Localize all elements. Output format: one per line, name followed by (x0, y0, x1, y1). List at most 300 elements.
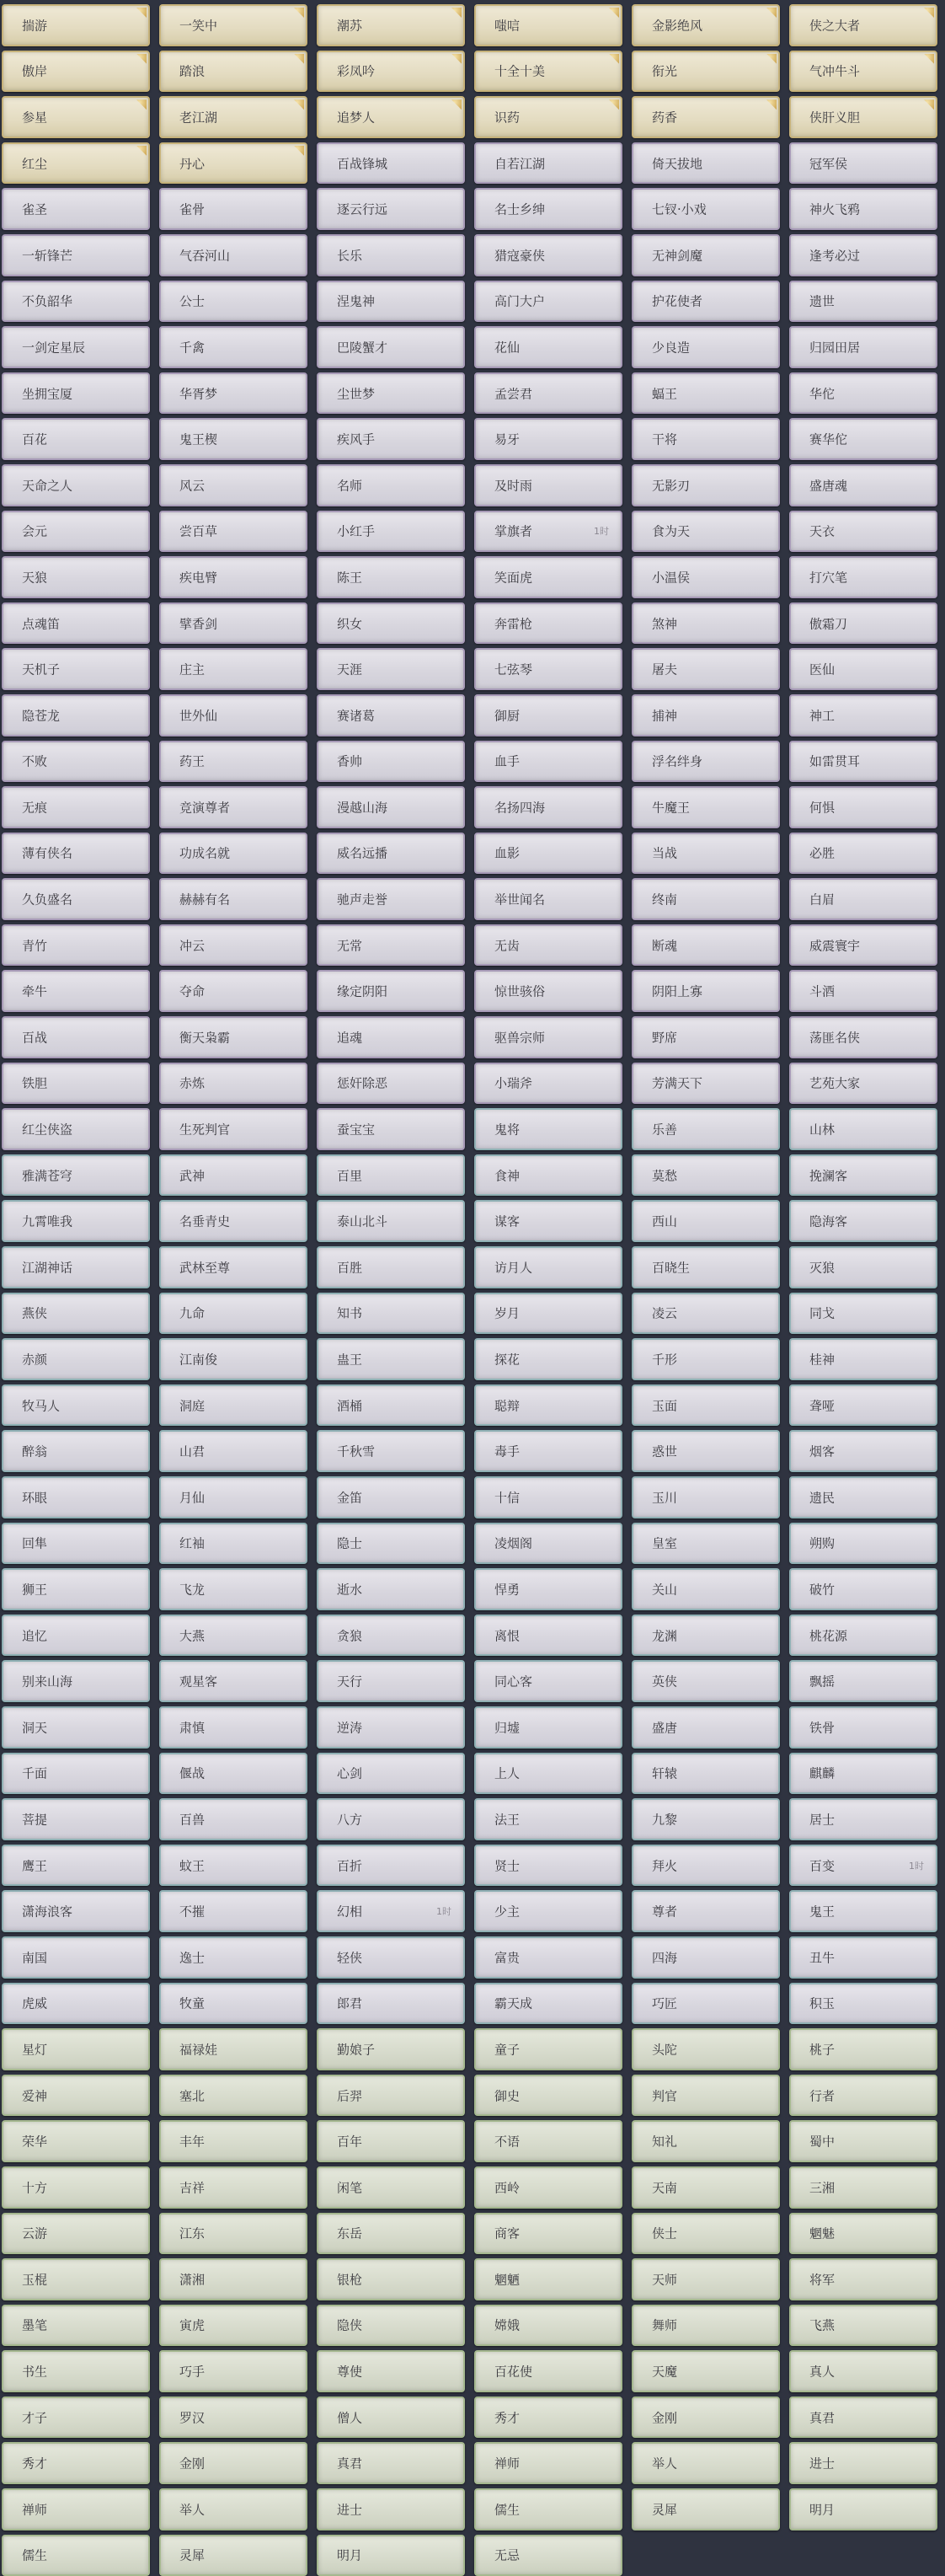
title-tile[interactable] (159, 1523, 307, 1565)
title-tile[interactable] (317, 2120, 465, 2162)
title-tile[interactable] (159, 1430, 307, 1472)
title-tile[interactable] (2, 142, 150, 185)
title-tile[interactable] (159, 326, 307, 368)
title-tile[interactable] (789, 1845, 937, 1887)
title-tile[interactable] (159, 142, 307, 185)
title-tile[interactable] (159, 1108, 307, 1150)
title-tile[interactable] (474, 511, 622, 553)
title-tile[interactable] (474, 2166, 622, 2209)
title-tile[interactable] (2, 1063, 150, 1105)
title-tile[interactable] (2, 1246, 150, 1288)
title-tile[interactable] (159, 281, 307, 323)
title-tile[interactable] (632, 464, 780, 506)
title-tile[interactable] (159, 2442, 307, 2484)
title-tile[interactable] (474, 2305, 622, 2347)
title-tile[interactable] (159, 1615, 307, 1657)
title-tile[interactable] (474, 1936, 622, 1979)
title-tile[interactable] (159, 1476, 307, 1518)
title-tile[interactable] (159, 1016, 307, 1058)
title-tile[interactable] (474, 1016, 622, 1058)
title-tile[interactable] (159, 694, 307, 736)
title-tile[interactable] (317, 464, 465, 506)
title-tile[interactable] (632, 188, 780, 230)
title-tile[interactable] (474, 1615, 622, 1657)
title-tile[interactable] (2, 1338, 150, 1380)
title-tile[interactable] (474, 694, 622, 736)
title-tile[interactable] (317, 2028, 465, 2070)
title-tile[interactable] (632, 326, 780, 368)
title-tile[interactable] (632, 142, 780, 185)
title-tile[interactable] (317, 142, 465, 185)
title-tile[interactable] (789, 2213, 937, 2255)
title-tile[interactable] (2, 1523, 150, 1565)
title-tile[interactable] (2, 1430, 150, 1472)
title-tile[interactable] (159, 1293, 307, 1335)
title-tile[interactable] (159, 188, 307, 230)
title-tile[interactable] (632, 741, 780, 783)
title-tile[interactable] (789, 4, 937, 46)
title-tile[interactable] (632, 1983, 780, 2025)
title-tile[interactable] (789, 2075, 937, 2117)
title-tile[interactable] (2, 1890, 150, 1932)
title-tile[interactable] (159, 833, 307, 875)
title-tile[interactable] (159, 1568, 307, 1610)
title-tile[interactable] (159, 372, 307, 415)
title-tile[interactable] (789, 511, 937, 553)
title-tile[interactable] (474, 4, 622, 46)
title-tile[interactable] (789, 556, 937, 598)
title-tile[interactable] (317, 924, 465, 967)
title-tile[interactable] (317, 1615, 465, 1657)
title-tile[interactable] (317, 556, 465, 598)
title-tile[interactable] (632, 648, 780, 690)
title-tile[interactable] (2, 4, 150, 46)
title-tile[interactable] (474, 602, 622, 645)
title-tile[interactable] (632, 2350, 780, 2392)
title-tile[interactable] (632, 970, 780, 1012)
title-tile[interactable] (2, 741, 150, 783)
title-tile[interactable] (317, 786, 465, 828)
title-tile[interactable] (2, 511, 150, 553)
title-tile[interactable] (789, 1660, 937, 1702)
title-tile[interactable] (789, 1384, 937, 1427)
title-tile[interactable] (789, 786, 937, 828)
title-tile[interactable] (159, 2488, 307, 2530)
title-tile[interactable] (789, 741, 937, 783)
title-tile[interactable] (474, 2028, 622, 2070)
title-tile[interactable] (317, 1293, 465, 1335)
title-tile[interactable] (2, 188, 150, 230)
title-tile[interactable] (789, 1753, 937, 1795)
title-tile[interactable] (789, 924, 937, 967)
title-tile[interactable] (2, 1983, 150, 2025)
title-tile[interactable] (159, 1890, 307, 1932)
title-tile[interactable] (2, 2535, 150, 2576)
title-tile[interactable] (632, 1154, 780, 1197)
title-tile[interactable] (474, 464, 622, 506)
title-tile[interactable] (159, 1246, 307, 1288)
title-tile[interactable] (317, 878, 465, 920)
title-tile[interactable] (2, 1845, 150, 1887)
title-tile[interactable] (2, 878, 150, 920)
title-tile[interactable] (474, 878, 622, 920)
title-tile[interactable] (789, 1338, 937, 1380)
title-tile[interactable] (789, 142, 937, 185)
title-tile[interactable] (317, 4, 465, 46)
title-tile[interactable] (2, 2075, 150, 2117)
title-tile[interactable] (2, 1200, 150, 1242)
title-tile[interactable] (474, 281, 622, 323)
title-tile[interactable] (789, 833, 937, 875)
title-tile[interactable] (159, 1063, 307, 1105)
title-tile[interactable] (159, 418, 307, 460)
title-tile[interactable] (317, 2075, 465, 2117)
title-tile[interactable] (317, 1154, 465, 1197)
title-tile[interactable] (789, 1108, 937, 1150)
title-tile[interactable] (474, 1293, 622, 1335)
title-tile[interactable] (632, 556, 780, 598)
title-tile[interactable] (317, 1338, 465, 1380)
title-tile[interactable] (632, 1246, 780, 1288)
title-tile[interactable] (474, 1753, 622, 1795)
title-tile[interactable] (632, 1845, 780, 1887)
title-tile[interactable] (2, 786, 150, 828)
title-tile[interactable] (2, 1154, 150, 1197)
title-tile[interactable] (317, 2258, 465, 2300)
title-tile[interactable] (789, 1476, 937, 1518)
title-tile[interactable] (2, 556, 150, 598)
title-tile[interactable] (317, 694, 465, 736)
title-tile[interactable] (789, 1523, 937, 1565)
title-tile[interactable] (159, 741, 307, 783)
title-tile[interactable] (2, 2028, 150, 2070)
title-tile[interactable] (632, 2442, 780, 2484)
title-tile[interactable] (474, 326, 622, 368)
title-tile[interactable] (474, 2397, 622, 2439)
title-tile[interactable] (159, 4, 307, 46)
title-tile[interactable] (2, 2258, 150, 2300)
title-tile[interactable] (317, 1753, 465, 1795)
title-tile[interactable] (159, 234, 307, 276)
title-tile[interactable] (789, 1016, 937, 1058)
title-tile[interactable] (317, 372, 465, 415)
title-tile[interactable] (789, 2397, 937, 2439)
title-tile[interactable] (474, 1063, 622, 1105)
title-tile[interactable] (2, 2166, 150, 2209)
title-tile[interactable] (789, 1063, 937, 1105)
title-tile[interactable] (474, 2535, 622, 2576)
title-tile[interactable] (317, 96, 465, 138)
title-tile[interactable] (474, 2075, 622, 2117)
title-tile[interactable] (474, 1523, 622, 1565)
title-tile[interactable] (2, 1660, 150, 1702)
title-tile[interactable] (317, 1983, 465, 2025)
title-tile[interactable] (789, 1293, 937, 1335)
title-tile[interactable] (474, 648, 622, 690)
title-tile[interactable] (474, 924, 622, 967)
title-tile[interactable] (317, 1016, 465, 1058)
title-tile[interactable] (2, 1016, 150, 1058)
title-tile[interactable] (2, 1798, 150, 1840)
title-tile[interactable] (2, 1108, 150, 1150)
title-tile[interactable] (474, 51, 622, 93)
title-tile[interactable] (632, 1476, 780, 1518)
title-tile[interactable] (632, 2397, 780, 2439)
title-tile[interactable] (317, 1845, 465, 1887)
title-tile[interactable] (632, 2166, 780, 2209)
title-tile[interactable] (2, 833, 150, 875)
title-tile[interactable] (159, 2397, 307, 2439)
title-tile[interactable] (2, 648, 150, 690)
title-tile[interactable] (789, 418, 937, 460)
title-tile[interactable] (789, 2166, 937, 2209)
title-tile[interactable] (789, 2350, 937, 2392)
title-tile[interactable] (632, 234, 780, 276)
title-tile[interactable] (632, 418, 780, 460)
title-tile[interactable] (2, 1384, 150, 1427)
title-tile[interactable] (632, 281, 780, 323)
title-tile[interactable] (632, 1384, 780, 1427)
title-tile[interactable] (159, 648, 307, 690)
title-tile[interactable] (632, 2120, 780, 2162)
title-tile[interactable] (159, 1660, 307, 1702)
title-tile[interactable] (789, 2305, 937, 2347)
title-tile[interactable] (317, 648, 465, 690)
title-tile[interactable] (317, 1568, 465, 1610)
title-tile[interactable] (159, 1338, 307, 1380)
title-tile[interactable] (159, 1753, 307, 1795)
title-tile[interactable] (159, 878, 307, 920)
title-tile[interactable] (632, 1338, 780, 1380)
title-tile[interactable] (2, 2442, 150, 2484)
title-tile[interactable] (789, 1615, 937, 1657)
title-tile[interactable] (474, 372, 622, 415)
title-tile[interactable] (632, 2213, 780, 2255)
title-tile[interactable] (474, 1338, 622, 1380)
title-tile[interactable] (789, 2258, 937, 2300)
title-tile[interactable] (632, 1016, 780, 1058)
title-tile[interactable] (317, 1384, 465, 1427)
title-tile[interactable] (789, 602, 937, 645)
title-tile[interactable] (317, 51, 465, 93)
title-tile[interactable] (632, 602, 780, 645)
title-tile[interactable] (159, 1200, 307, 1242)
title-tile[interactable] (317, 833, 465, 875)
title-tile[interactable] (159, 96, 307, 138)
title-tile[interactable] (2, 234, 150, 276)
title-tile[interactable] (789, 1568, 937, 1610)
title-tile[interactable] (474, 2258, 622, 2300)
title-tile[interactable] (789, 281, 937, 323)
title-tile[interactable] (474, 234, 622, 276)
title-tile[interactable] (2, 1476, 150, 1518)
title-tile[interactable] (159, 556, 307, 598)
title-tile[interactable] (317, 2488, 465, 2530)
title-tile[interactable] (632, 1936, 780, 1979)
title-tile[interactable] (632, 51, 780, 93)
title-tile[interactable] (632, 1523, 780, 1565)
title-tile[interactable] (2, 2213, 150, 2255)
title-tile[interactable] (632, 1798, 780, 1840)
title-tile[interactable] (632, 924, 780, 967)
title-tile[interactable] (474, 142, 622, 185)
title-tile[interactable] (159, 2258, 307, 2300)
title-tile[interactable] (789, 464, 937, 506)
title-tile[interactable] (474, 1384, 622, 1427)
title-tile[interactable] (632, 1890, 780, 1932)
title-tile[interactable] (632, 694, 780, 736)
title-tile[interactable] (159, 464, 307, 506)
title-tile[interactable] (2, 464, 150, 506)
title-tile[interactable] (317, 234, 465, 276)
title-tile[interactable] (632, 372, 780, 415)
title-tile[interactable] (474, 2350, 622, 2392)
title-tile[interactable] (632, 511, 780, 553)
title-tile[interactable] (632, 2258, 780, 2300)
title-tile[interactable] (789, 2120, 937, 2162)
title-tile[interactable] (2, 281, 150, 323)
title-tile[interactable] (159, 51, 307, 93)
title-tile[interactable] (474, 833, 622, 875)
title-tile[interactable] (789, 1983, 937, 2025)
title-tile[interactable] (2, 2397, 150, 2439)
title-tile[interactable] (317, 326, 465, 368)
title-tile[interactable] (789, 1798, 937, 1840)
title-tile[interactable] (474, 1845, 622, 1887)
title-tile[interactable] (789, 1200, 937, 1242)
title-tile[interactable] (317, 1063, 465, 1105)
title-tile[interactable] (632, 1615, 780, 1657)
title-tile[interactable] (632, 1568, 780, 1610)
title-tile[interactable] (2, 372, 150, 415)
title-tile[interactable] (474, 1476, 622, 1518)
title-tile[interactable] (159, 2120, 307, 2162)
title-tile[interactable] (2, 326, 150, 368)
title-tile[interactable] (159, 511, 307, 553)
title-tile[interactable] (474, 786, 622, 828)
title-tile[interactable] (789, 648, 937, 690)
title-tile[interactable] (789, 188, 937, 230)
title-tile[interactable] (474, 2488, 622, 2530)
title-tile[interactable] (159, 1983, 307, 2025)
title-tile[interactable] (159, 2213, 307, 2255)
title-tile[interactable] (159, 2305, 307, 2347)
title-tile[interactable] (789, 694, 937, 736)
title-tile[interactable] (632, 833, 780, 875)
title-tile[interactable] (317, 741, 465, 783)
title-tile[interactable] (317, 970, 465, 1012)
title-tile[interactable] (632, 786, 780, 828)
title-tile[interactable] (789, 970, 937, 1012)
title-tile[interactable] (159, 2350, 307, 2392)
title-tile[interactable] (317, 602, 465, 645)
title-tile[interactable] (789, 1246, 937, 1288)
title-tile[interactable] (159, 924, 307, 967)
title-tile[interactable] (159, 2075, 307, 2117)
title-tile[interactable] (789, 2488, 937, 2530)
title-tile[interactable] (159, 786, 307, 828)
title-tile[interactable] (474, 556, 622, 598)
title-tile[interactable] (317, 2397, 465, 2439)
title-tile[interactable] (2, 1615, 150, 1657)
title-tile[interactable] (632, 2028, 780, 2070)
title-tile[interactable] (789, 234, 937, 276)
title-tile[interactable] (317, 511, 465, 553)
title-tile[interactable] (317, 1798, 465, 1840)
title-tile[interactable] (2, 694, 150, 736)
title-tile[interactable] (632, 2488, 780, 2530)
title-tile[interactable] (2, 1753, 150, 1795)
title-tile[interactable] (2, 1568, 150, 1610)
title-tile[interactable] (474, 1154, 622, 1197)
title-tile[interactable] (789, 372, 937, 415)
title-tile[interactable] (159, 602, 307, 645)
title-tile[interactable] (632, 2075, 780, 2117)
title-tile[interactable] (159, 1706, 307, 1749)
title-tile[interactable] (317, 2305, 465, 2347)
title-tile[interactable] (317, 1706, 465, 1749)
title-tile[interactable] (159, 2535, 307, 2576)
title-tile[interactable] (789, 326, 937, 368)
title-tile[interactable] (474, 2120, 622, 2162)
title-tile[interactable] (159, 2166, 307, 2209)
title-tile[interactable] (317, 2350, 465, 2392)
title-tile[interactable] (632, 2305, 780, 2347)
title-tile[interactable] (474, 1568, 622, 1610)
title-tile[interactable] (474, 2442, 622, 2484)
title-tile[interactable] (159, 1798, 307, 1840)
title-tile[interactable] (2, 970, 150, 1012)
title-tile[interactable] (317, 1108, 465, 1150)
title-tile[interactable] (632, 1063, 780, 1105)
title-tile[interactable] (2, 924, 150, 967)
title-tile[interactable] (159, 2028, 307, 2070)
title-tile[interactable] (789, 1706, 937, 1749)
title-tile[interactable] (474, 1430, 622, 1472)
title-tile[interactable] (789, 1430, 937, 1472)
title-tile[interactable] (317, 281, 465, 323)
title-tile[interactable] (2, 1936, 150, 1979)
title-tile[interactable] (632, 1706, 780, 1749)
title-tile[interactable] (317, 188, 465, 230)
title-tile[interactable] (789, 96, 937, 138)
title-tile[interactable] (2, 2120, 150, 2162)
title-tile[interactable] (632, 1660, 780, 1702)
title-tile[interactable] (474, 418, 622, 460)
title-tile[interactable] (159, 1936, 307, 1979)
title-tile[interactable] (317, 2166, 465, 2209)
title-tile[interactable] (474, 970, 622, 1012)
title-tile[interactable] (2, 2350, 150, 2392)
title-tile[interactable] (2, 1293, 150, 1335)
title-tile[interactable] (317, 1246, 465, 1288)
title-tile[interactable] (474, 1890, 622, 1932)
title-tile[interactable] (159, 1384, 307, 1427)
title-tile[interactable] (317, 2213, 465, 2255)
title-tile[interactable] (474, 1798, 622, 1840)
title-tile[interactable] (317, 1200, 465, 1242)
title-tile[interactable] (474, 1983, 622, 2025)
title-tile[interactable] (474, 741, 622, 783)
title-tile[interactable] (159, 970, 307, 1012)
title-tile[interactable] (632, 96, 780, 138)
title-tile[interactable] (474, 1706, 622, 1749)
title-tile[interactable] (789, 1154, 937, 1197)
title-tile[interactable] (632, 1293, 780, 1335)
title-tile[interactable] (789, 878, 937, 920)
title-tile[interactable] (317, 1660, 465, 1702)
title-tile[interactable] (2, 2488, 150, 2530)
